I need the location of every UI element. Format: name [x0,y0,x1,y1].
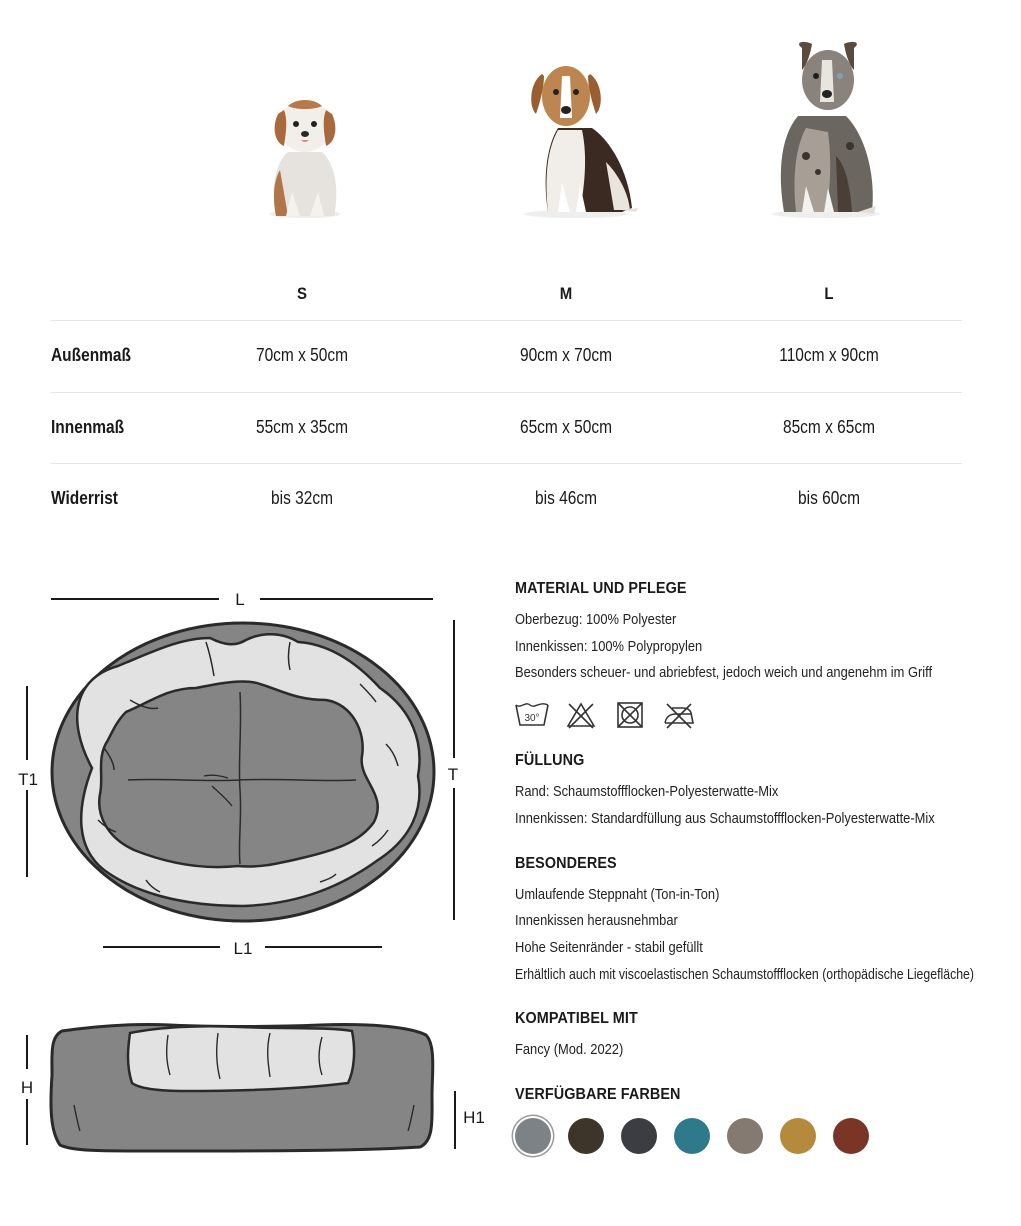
material-title: MATERIAL UND PFLEGE [515,580,687,597]
row-label: Innenmaß [51,416,125,437]
cell-value: 70cm x 50cm [255,345,349,365]
material-line: Oberbezug: 100% Polyester [515,611,677,628]
color-swatch[interactable] [727,1118,763,1154]
bed-top-view-drawing [0,580,480,975]
dimension-label-t: T [447,765,459,784]
product-info [515,580,1021,1154]
filling-line: Rand: Schaumstoffflocken-Polyesterwatte-Mix [515,783,779,801]
table-row-aussenmass [51,321,962,393]
dimension-label-h: H [20,1078,34,1097]
color-swatch[interactable] [833,1118,869,1154]
color-swatch[interactable] [780,1118,816,1154]
no-iron-icon [662,701,696,729]
special-line: Hohe Seitenränder - stabil gefüllt [515,938,703,956]
special-title: BESONDERES [515,854,617,872]
cell-value: 90cm x 70cm [519,345,613,365]
compatible-title: KOMPATIBEL MIT [515,1010,638,1028]
material-line: Besonders scheuer- und abriebfest, jedoch weich und angenehm im Griff [515,664,933,682]
special-line: Innenkissen herausnehmbar [515,912,678,930]
size-header-s: S [297,284,307,303]
color-swatch[interactable] [674,1118,710,1154]
special-line: Erhältlich auch mit viscoelastischen Schaumstoffflocken (orthopädische Liegefläche) [515,965,974,983]
material-line: Innenkissen: 100% Polypropylen [515,637,703,655]
size-table-header [51,270,962,321]
dimension-label-l: L [235,590,245,609]
cell-value: bis 32cm [271,488,333,508]
filling-section [515,752,1021,832]
colors-section [515,1086,1021,1154]
cell-value: 85cm x 65cm [782,416,876,437]
small-dog-image [262,96,348,220]
care-icons [515,700,1021,730]
bed-side-view-drawing [0,1015,500,1160]
size-header-l: L [824,284,834,303]
cell-value: bis 46cm [535,488,597,508]
medium-dog-image [518,62,642,220]
color-swatch[interactable] [515,1118,551,1154]
cell-value: bis 60cm [798,488,860,508]
no-bleach-icon [564,701,598,729]
cell-value: 55cm x 35cm [255,416,349,437]
row-label: Widerrist [51,488,118,508]
material-section [515,580,1021,730]
table-row-widerrist [51,464,962,536]
special-section [515,855,1021,989]
cell-value: 65cm x 50cm [519,416,613,437]
compatible-section [515,1010,1021,1064]
wash-temp: 30° [524,713,540,725]
table-row-innenmass [51,393,962,465]
no-tumble-dry-icon [613,701,647,729]
dimension-label-l1: L1 [233,939,253,958]
row-label: Außenmaß [51,345,131,365]
filling-title: FÜLLUNG [515,752,585,770]
color-swatch[interactable] [621,1118,657,1154]
dimension-label-t1: T1 [18,770,38,789]
filling-line: Innenkissen: Standardfüllung aus Schaumstoffflocken-Polyesterwatte-Mix [515,809,935,827]
special-line: Umlaufende Steppnaht (Ton-in-Ton) [515,885,720,903]
color-swatches [515,1118,1021,1154]
color-swatch[interactable] [568,1118,604,1154]
colors-title: VERFÜGBARE FARBEN [515,1086,681,1104]
size-table [51,270,962,536]
large-dog-image [766,36,884,220]
dimension-label-h1: H1 [463,1108,485,1127]
cell-value: 110cm x 90cm [779,345,879,365]
wash-30-icon [515,701,549,729]
size-header-m: M [559,284,573,303]
compatible-line: Fancy (Mod. 2022) [515,1041,624,1059]
